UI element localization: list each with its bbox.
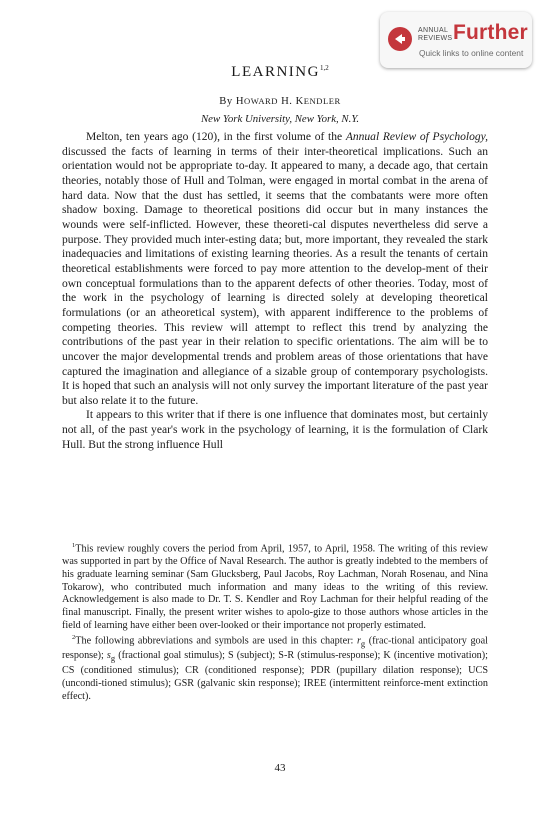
wordmark-line-2: REVIEWS <box>418 35 453 42</box>
author-name: HOWARD H. KENDLER <box>235 96 341 107</box>
wordmark-line-1: ANNUAL <box>418 27 449 34</box>
further-quick-links-badge[interactable] <box>380 12 532 68</box>
author-affiliation: New York University, New York, N.Y. <box>200 113 360 125</box>
author-byline <box>0 96 560 107</box>
further-tagline: Quick links to online content <box>419 48 524 58</box>
body-paragraph-2: It appears to this writer that if there is one influence that dominates most, but certainly not all, of the past year's work in the psychology of learning, it is the formulation of Clark Hull. But the strong influence Hull <box>62 409 488 451</box>
footnote-1: $^1$This review roughly covers the period from April, 1957, to April, 1958. The writing of this review was supported in part by the Office of Naval Research. The author is greatly indebted to the members of his graduate learning seminar (Sam Glucksberg, Paul Jacobs, Roy Lachman, Norah Rosenau, and Nina Tokarow), who contributed much information and many ideas to the writing of this review. Acknowledgement is also made to Dr. T. S. Kendler and Roy Lachman for their helpful reading of the final manuscript. Finally, the present writer wishes to apolo-gize to those authors whose articles in the field of learning have either been over-looked or their importance not properly estimated. <box>62 542 488 631</box>
article-body <box>62 130 488 452</box>
article-title <box>0 64 560 81</box>
byline-prefix: By <box>219 96 233 107</box>
article-title-text: LEARNING <box>231 64 320 80</box>
footnote-2: $^2$The following abbreviations and symbols are used in this chapter: $r_g$ (frac-tional anticipatory goal response); $s_g$ (fractional goal stimulus); S (subject); S-R (stimulus-response); K (incentive motivation); CS (conditioned stimulus); CR (conditioned response); PDR (pupillary dilation response); UCS (uncondi-tioned stimulus); GSR (galvanic skin response); IREE (intermittent reinforce-ment extinction effect). <box>62 634 488 702</box>
footnotes <box>62 540 488 703</box>
annual-reviews-wordmark <box>418 27 452 43</box>
title-footnote-marks: 1,2 <box>319 64 329 72</box>
body-paragraph-1: Melton, ten years ago (120), in the first volume of the Annual Review of Psychology, discussed the facts of learning in terms of their inter-theoretical implications. Such an orientation would not be appropriate to-day. It appeared to many, a decade ago, that certain theories, notably those of Hull and Tolman, were engaged in mortal combat in the arena of hard data. Now that the dust has settled, it seems that the combatants were more often shadow boxing. Damage to theoretical positions did occur but in many instances the wounds were self-inflicted. However, these theoreti-cal disputes nevertheless did serve a purpose. They provided much inter-esting data; but, more important, they revealed the stark inadequacies and limitations of existing learning theories. As a result the tenants of certain theoretical establishments were forced to pay more attention to the develop-ment of their own conceptual formulations than to the apparent defects of other theories. Today, most of the work in the psychology of learning is directed solely at developing theoretical formulations (or an atheoretical system), with apparent indifference to the problems of competing theories. This review will attempt to reflect this trend by analyzing the contributions of the past year in their relation to specific orientations. The aim will be to uncover the major developmental trends and problem areas of those orientations that have captured the imagination and allegiance of a sizable group of contemporary psychologists. It is hoped that such an analysis will not only survey the important literature of the past year but also relate it to the future. <box>62 131 488 407</box>
further-label: Further <box>453 21 528 44</box>
annual-reviews-logo-icon <box>388 27 412 51</box>
page-number: 43 <box>274 762 286 774</box>
journal-title-italic: Annual Review of Psychology, <box>345 131 488 143</box>
